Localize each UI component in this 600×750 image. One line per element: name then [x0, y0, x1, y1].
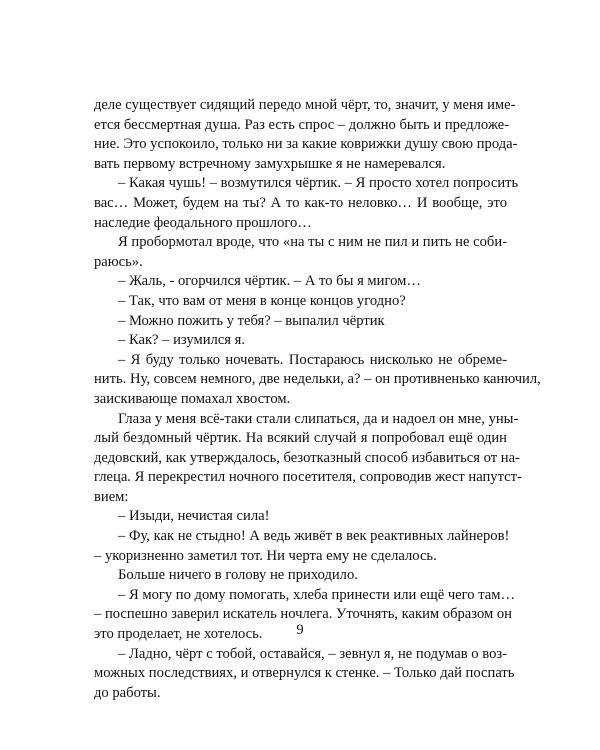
text-line: глеца. Я перекрестил ночного посетителя, сопроводив жест напутст-	[94, 469, 522, 486]
text-line: – Фу, как не стыдно! А ведь живёт в век реактивных лайнеров!	[118, 528, 510, 545]
text-line: дедовский, как утверждалось, безотказный способ избавиться от на-	[94, 449, 520, 466]
text-line: деле существует сидящий передо мной чёрт, то, значит, у меня име-	[94, 97, 516, 113]
text-line: раюсь».	[94, 253, 143, 270]
text-line: – Ладно, чёрт с тобой, оставайся, – зевнул я, не подумав о воз-	[118, 645, 507, 662]
text-line: вас… Может, будем на ты? А то как-то неловко… И вообще, это	[94, 194, 507, 211]
text-line: ние. Это успокоило, только ни за какие коврижки душу свою прода-	[94, 136, 518, 153]
text-line: – Изыди, нечистая сила!	[118, 508, 270, 525]
text-line: Я пробормотал вроде, что «на ты с ним не пил и пить не соби-	[118, 234, 507, 251]
text-line: – поспешно заверил искатель ночлега. Уточнять, каким образом он	[94, 606, 512, 623]
text-line: заискивающе помахал хвостом.	[94, 390, 291, 407]
text-line: – Какая чушь! – возмутился чёртик. – Я просто хотел попросить	[118, 175, 519, 192]
text-line: Больше ничего в голову не приходило.	[118, 567, 358, 584]
text-line: наследие феодального прошлого…	[94, 214, 312, 231]
text-line: до работы.	[94, 684, 161, 701]
text-line: – Как? – изумился я.	[118, 332, 246, 349]
text-line: лый бездомный чёртик. На всякий случай я попробовал ещё один	[94, 430, 507, 447]
text-line: вать первому встречному замухрышке я не намеревался.	[94, 155, 446, 172]
text-line: ется бессмертная душа. Раз есть спрос – должно быть и предложе-	[94, 116, 510, 133]
text-line: – Жаль, - огорчился чёртик. – А то бы я мигом…	[118, 273, 421, 290]
text-line: это проделает, не хотелось.	[94, 626, 263, 643]
text-line: – Я буду только ночевать. Постараюсь нисколько не обреме-	[118, 351, 507, 368]
text-line: – Так, что вам от меня в конце концов угодно?	[118, 292, 406, 309]
text-line: вием:	[94, 488, 129, 505]
body-text	[94, 96, 541, 703]
page-number: 9	[296, 622, 304, 638]
text-line: – укоризненно заметил тот. Ни черта ему не сделалось.	[94, 547, 437, 564]
text-line: нить. Ну, совсем немного, две недельки, а? – он противненько канючил,	[94, 371, 541, 388]
text-line: Глаза у меня всё-таки стали слипаться, да и надоел он мне, уны-	[118, 410, 519, 427]
text-line: – Я могу по дому помогать, хлеба принести или ещё чего там…	[118, 586, 516, 603]
text-line: – Можно пожить у тебя? – выпалил чёртик	[118, 312, 385, 329]
text-line: можных последствиях, и отвернулся к стенке. – Только дай поспать	[94, 665, 515, 682]
